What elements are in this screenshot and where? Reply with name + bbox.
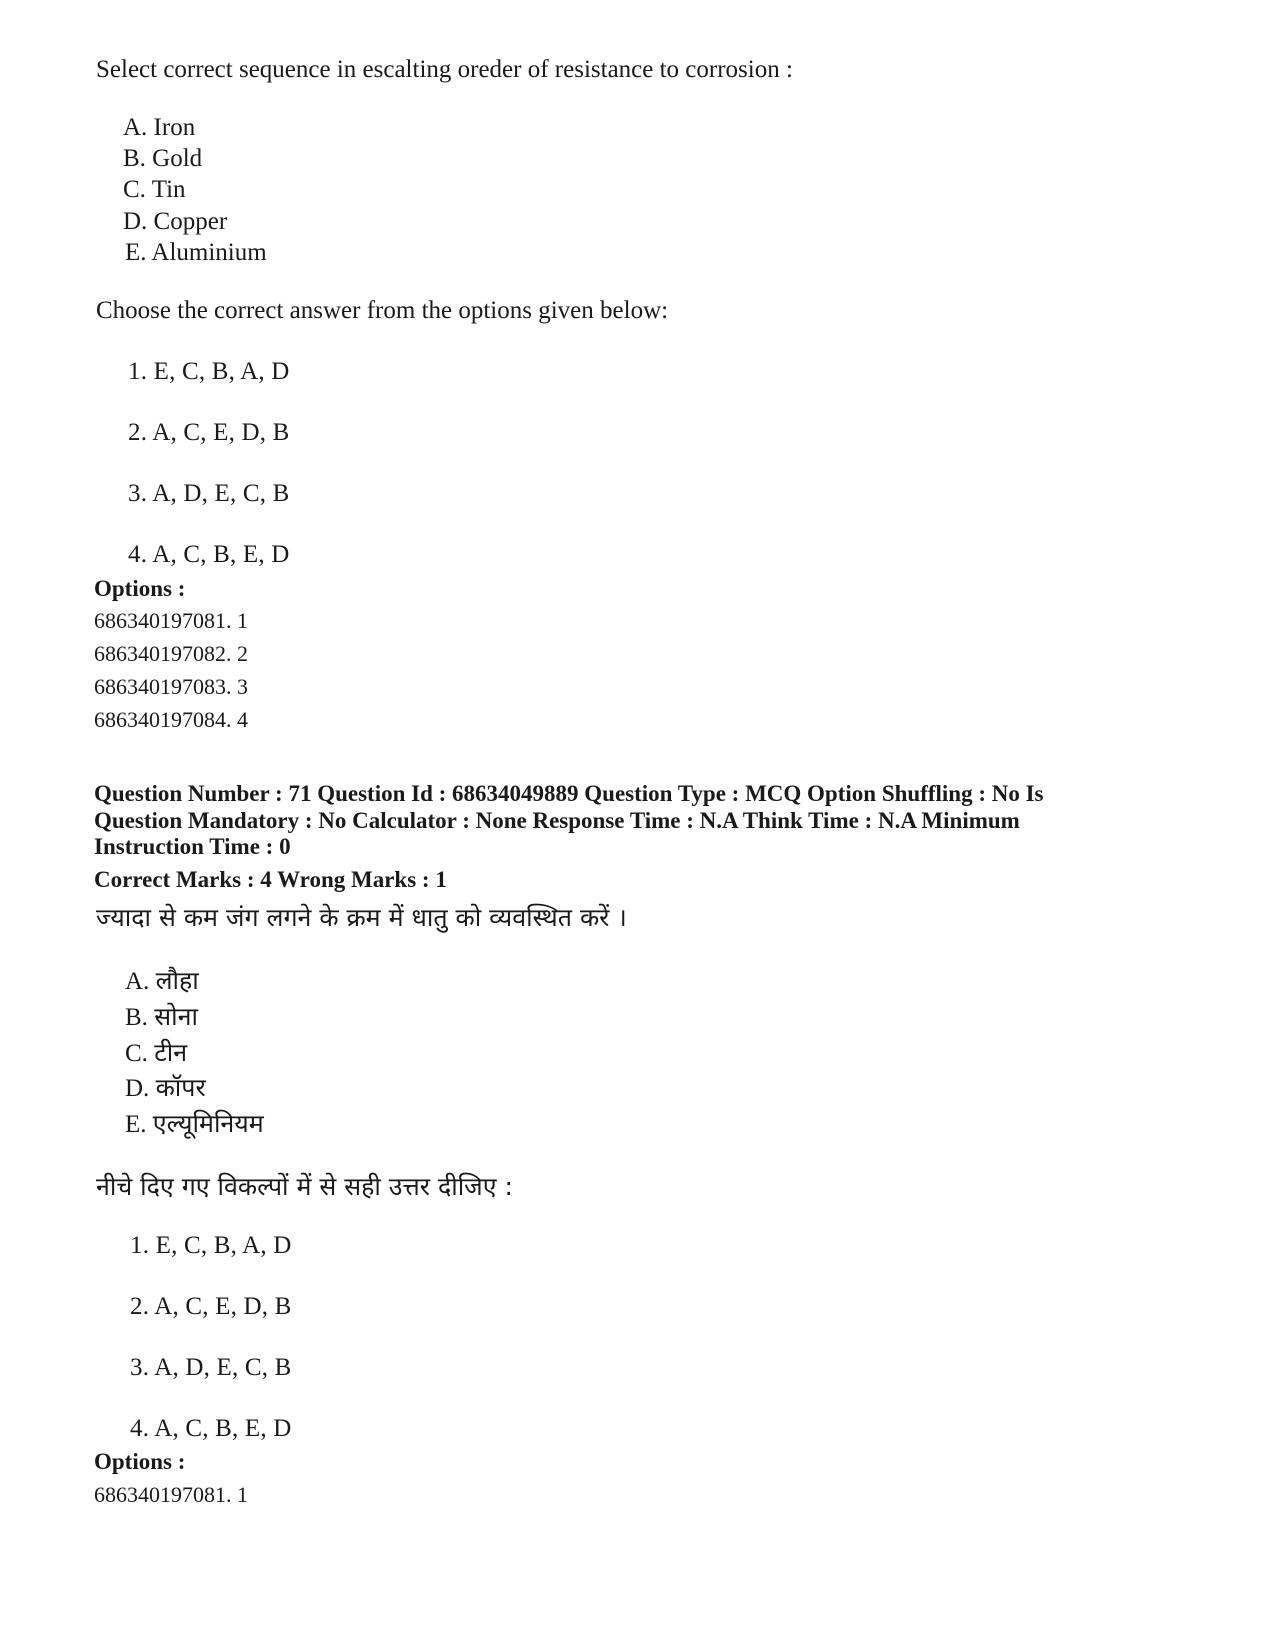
item-e: E. Aluminium [125, 239, 267, 266]
choose-instruction-hindi: नीचे दिए गए विकल्पों में से सही उत्तर दीजिए : [96, 1172, 513, 1201]
options-label: Options : [94, 576, 186, 601]
item-label: C. [125, 1040, 148, 1067]
choose-instruction: Choose the correct answer from the options given below: [96, 297, 669, 324]
item-hi-c [125, 1035, 187, 1069]
question-text: Select correct sequence in escalting oreder of resistance to corrosion : [96, 56, 793, 83]
item-hi-a [125, 963, 199, 997]
item-c: C. Tin [123, 176, 186, 203]
question-meta-line-2: Question Mandatory : No Calculator : None Response Time : N.A Think Time : N.A Minimum [94, 808, 1020, 833]
question-text-hindi: ज्यादा से कम जंग लगने के क्रम में धातु को व्यवस्थित करें । [96, 903, 627, 932]
sequence-1: 1. E, C, B, A, D [128, 358, 290, 385]
sequence-1: 1. E, C, B, A, D [130, 1232, 292, 1259]
item-label: E. [125, 1111, 147, 1138]
option-3: 686340197083. 3 [94, 674, 248, 699]
options-label: Options : [94, 1449, 186, 1474]
item-text: टीन [154, 1038, 188, 1067]
item-text: सोना [154, 1002, 198, 1031]
option-1: 686340197081. 1 [94, 1482, 248, 1507]
question-meta-line-1: Question Number : 71 Question Id : 68634049889 Question Type : MCQ Option Shuffling : No Is [94, 781, 1044, 806]
item-d: D. Copper [123, 208, 228, 235]
sequence-3: 3. A, D, E, C, B [128, 480, 290, 507]
option-2: 686340197082. 2 [94, 641, 248, 666]
item-label: A. [125, 968, 150, 995]
item-label: D. [125, 1075, 150, 1102]
item-text: लौहा [155, 966, 199, 995]
option-4: 686340197084. 4 [94, 707, 248, 732]
item-hi-b [125, 999, 198, 1033]
item-label: B. [125, 1004, 148, 1031]
item-text: एल्यूमिनियम [152, 1109, 264, 1138]
item-text: कॉपर [155, 1073, 206, 1102]
item-a: A. Iron [123, 114, 196, 141]
item-hi-d [125, 1070, 206, 1104]
item-hi-e [125, 1106, 264, 1140]
sequence-4: 4. A, C, B, E, D [130, 1415, 292, 1442]
sequence-3: 3. A, D, E, C, B [130, 1354, 292, 1381]
question-meta-line-3: Instruction Time : 0 [94, 834, 291, 859]
sequence-2: 2. A, C, E, D, B [128, 419, 290, 446]
marks-line: Correct Marks : 4 Wrong Marks : 1 [94, 867, 447, 892]
option-1: 686340197081. 1 [94, 608, 248, 633]
item-b: B. Gold [123, 145, 203, 172]
sequence-4: 4. A, C, B, E, D [128, 541, 290, 568]
sequence-2: 2. A, C, E, D, B [130, 1293, 292, 1320]
